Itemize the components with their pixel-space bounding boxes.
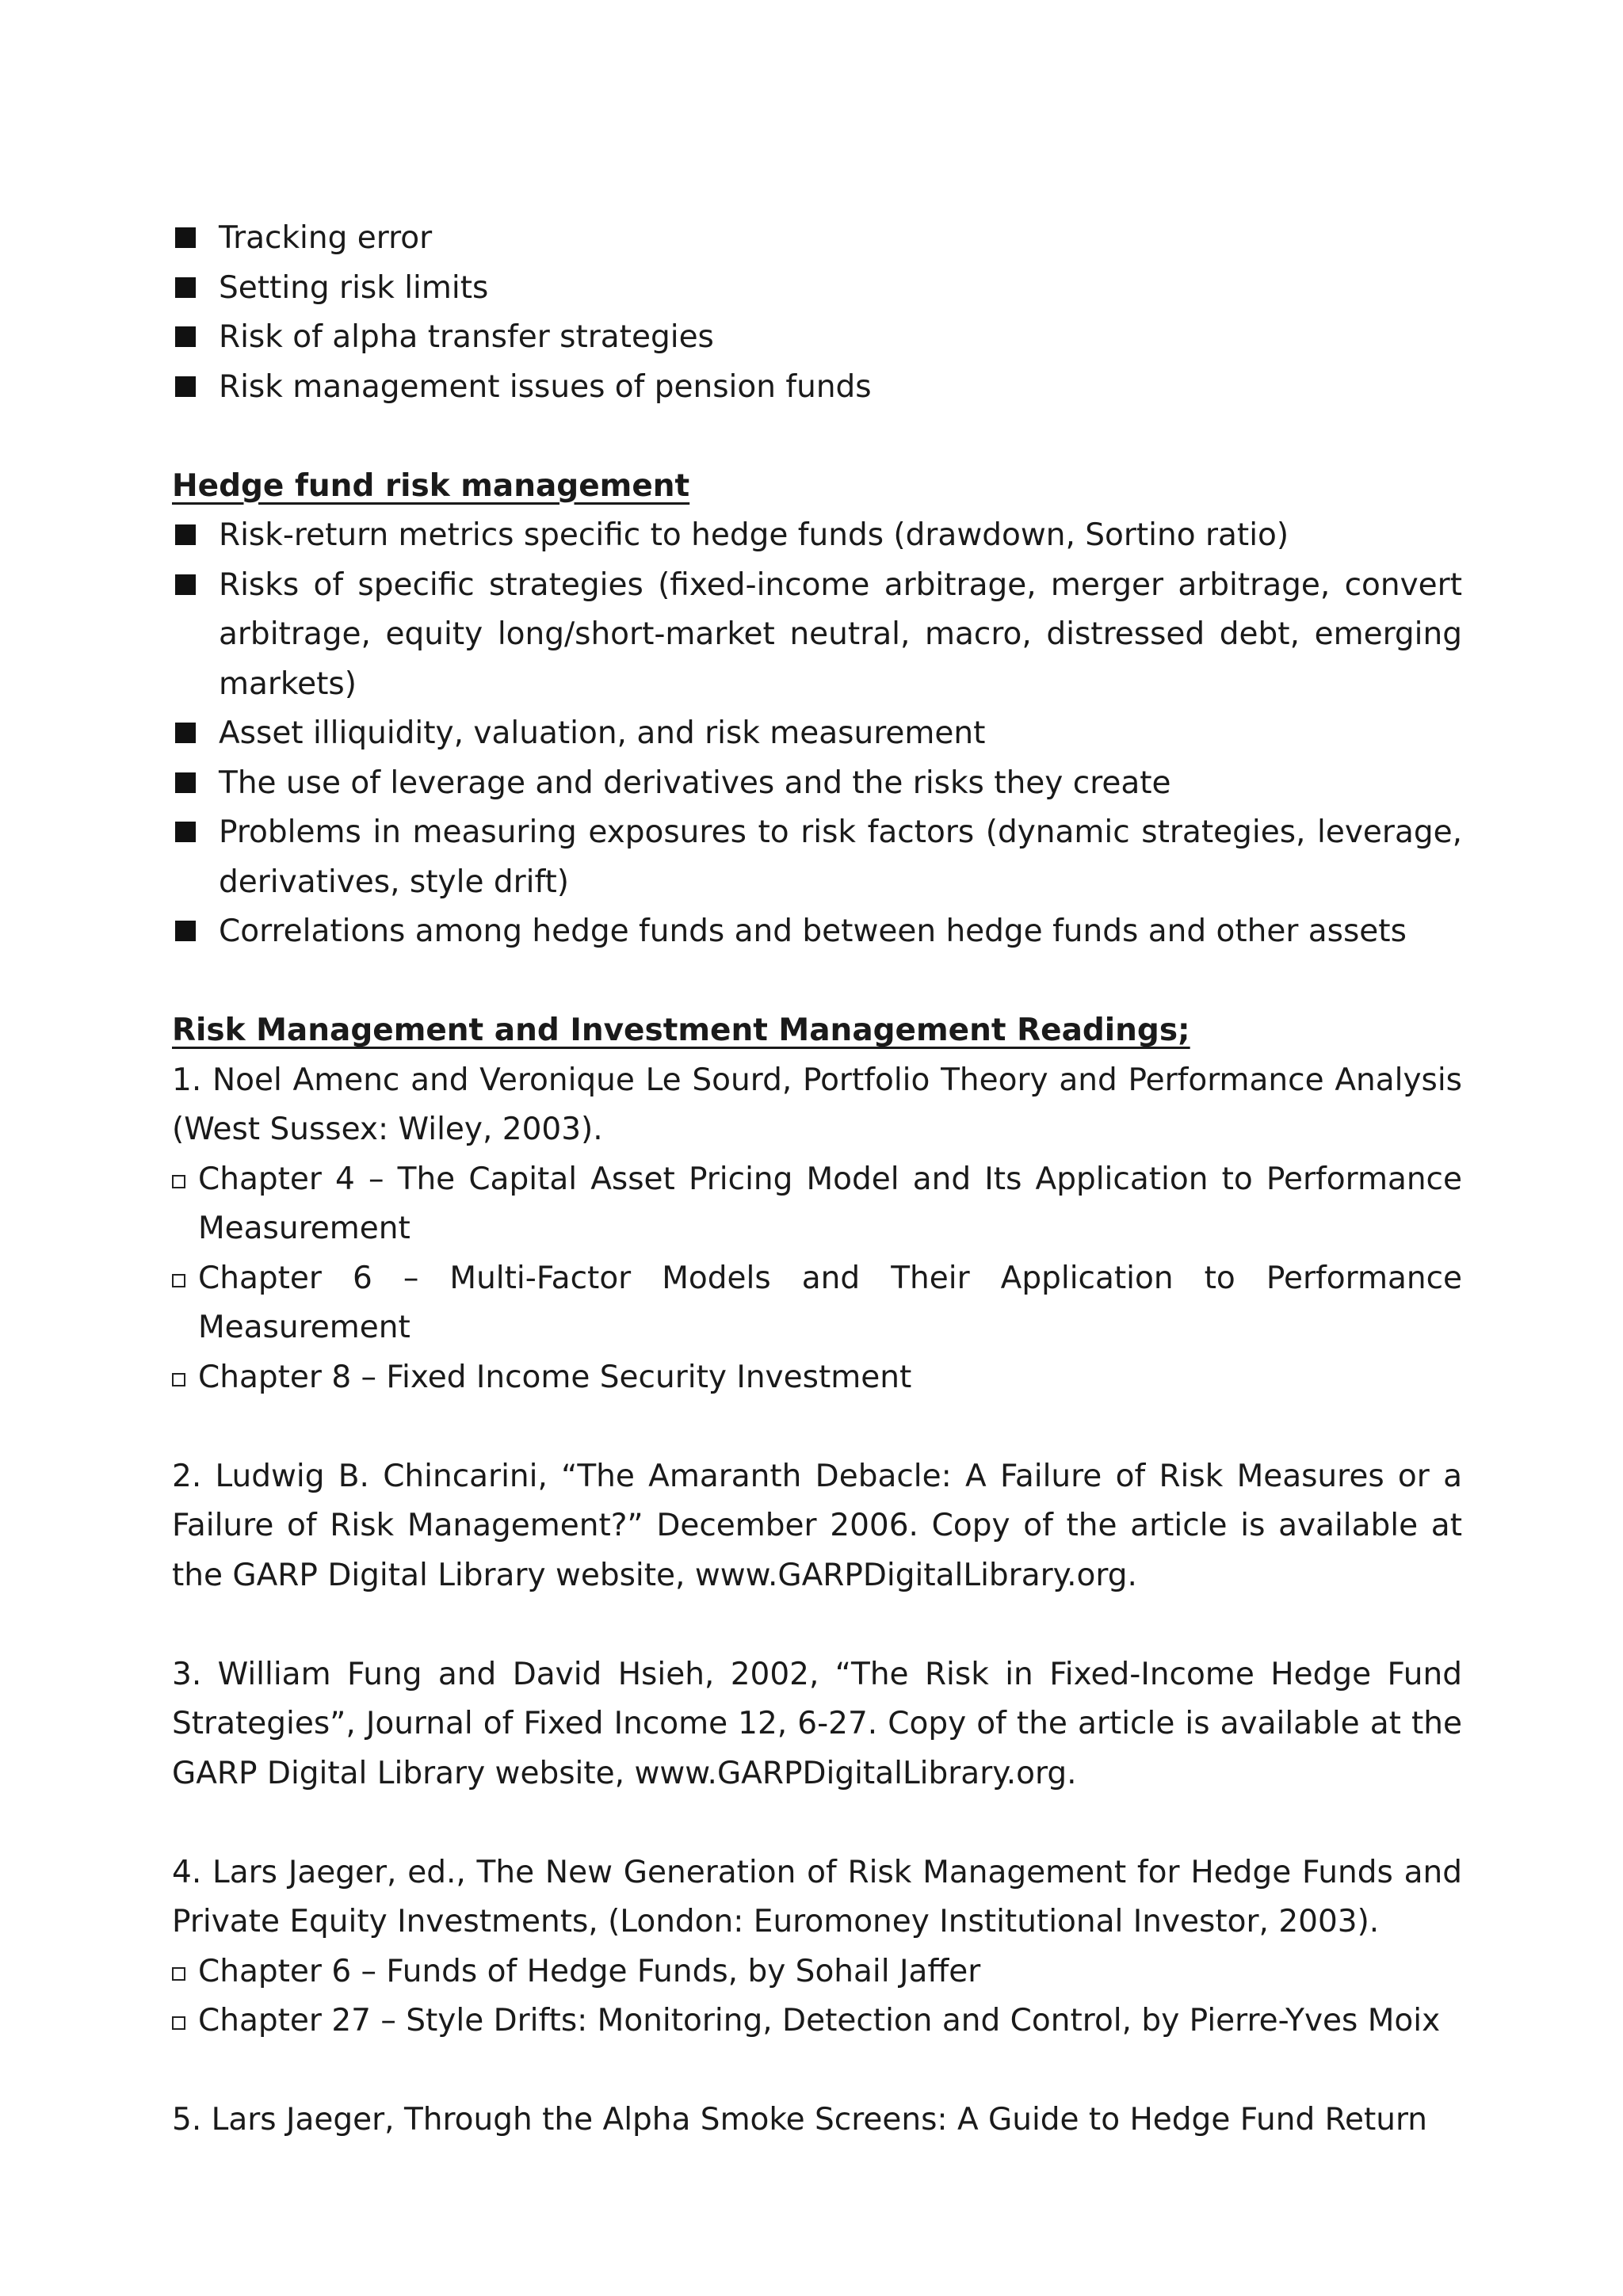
- hedge-bullet-list: [172, 511, 1462, 957]
- spacer: [172, 1600, 1462, 1650]
- square-bullet-icon: [175, 723, 196, 743]
- spacer: [172, 412, 1462, 462]
- intro-bullet-list: [172, 214, 1462, 412]
- reading-2: 2. Ludwig B. Chincarini, “The Amaranth Debacle: A Failure of Risk Measures or a Failure of Risk Management?” December 2006. Copy of the article is available at the GARP Digital Library website, www.GARPDigitalLibrary.org.: [172, 1458, 1462, 1593]
- square-bullet-icon: [175, 326, 196, 347]
- chapter-item: Chapter 6 – Multi-Factor Models and Their Application to Performance Measurement: [172, 1254, 1462, 1353]
- bullet-item: Risks of specific strategies (fixed-income arbitrage, merger arbitrage, convert arbitrage, equity long/short-market neutral, macro, distressed debt, emerging markets): [172, 561, 1462, 710]
- bullet-item: Risk of alpha transfer strategies: [172, 313, 1462, 363]
- hedge-section-heading: Hedge fund risk management: [172, 467, 690, 504]
- hollow-square-bullet-icon: [172, 1175, 185, 1188]
- spacer: [172, 957, 1462, 1007]
- square-bullet-icon: [175, 921, 196, 941]
- bullet-item: Risk management issues of pension funds: [172, 363, 1462, 413]
- hollow-square-bullet-icon: [172, 1967, 185, 1981]
- spacer: [172, 2046, 1462, 2096]
- square-bullet-icon: [175, 772, 196, 793]
- bullet-item: Asset illiquidity, valuation, and risk measurement: [172, 709, 1462, 759]
- square-bullet-icon: [175, 822, 196, 842]
- bullet-item: Risk-return metrics specific to hedge funds (drawdown, Sortino ratio): [172, 511, 1462, 561]
- reading-3: 3. William Fung and David Hsieh, 2002, “The Risk in Fixed-Income Hedge Fund Strategies”, Journal of Fixed Income 12, 6-27. Copy of the article is available at the GARP Digital Library website, www.GARPDigitalLibrary.org.: [172, 1656, 1462, 1791]
- bullet-item: Problems in measuring exposures to risk factors (dynamic strategies, leverage, derivatives, style drift): [172, 808, 1462, 907]
- reading-5: 5. Lars Jaeger, Through the Alpha Smoke Screens: A Guide to Hedge Fund Return: [172, 2102, 1428, 2138]
- reading-1: 1. Noel Amenc and Veronique Le Sourd, Portfolio Theory and Performance Analysis (West Sussex: Wiley, 2003).: [172, 1062, 1462, 1147]
- square-bullet-icon: [175, 227, 196, 248]
- spacer: [172, 1402, 1462, 1452]
- bullet-item: Correlations among hedge funds and between hedge funds and other assets: [172, 907, 1462, 957]
- square-bullet-icon: [175, 277, 196, 298]
- square-bullet-icon: [175, 376, 196, 397]
- chapter-item: Chapter 8 – Fixed Income Security Investment: [172, 1353, 1462, 1403]
- hollow-square-bullet-icon: [172, 1373, 185, 1386]
- square-bullet-icon: [175, 524, 196, 545]
- bullet-item: Tracking error: [172, 214, 1462, 264]
- hollow-square-bullet-icon: [172, 1274, 185, 1287]
- chapter-item: Chapter 27 – Style Drifts: Monitoring, Detection and Control, by Pierre-Yves Moix: [172, 1997, 1462, 2046]
- hollow-square-bullet-icon: [172, 2016, 185, 2030]
- chapter-item: Chapter 4 – The Capital Asset Pricing Model and Its Application to Performance Measurement: [172, 1155, 1462, 1254]
- spacer: [172, 1798, 1462, 1848]
- reading-4: 4. Lars Jaeger, ed., The New Generation of Risk Management for Hedge Funds and Private Equity Investments, (London: Euromoney Institutional Investor, 2003).: [172, 1854, 1462, 1939]
- chapter-item: Chapter 6 – Funds of Hedge Funds, by Sohail Jaffer: [172, 1947, 1462, 1997]
- square-bullet-icon: [175, 574, 196, 595]
- readings-heading: Risk Management and Investment Management Readings;: [172, 1013, 1190, 1048]
- bullet-item: Setting risk limits: [172, 264, 1462, 314]
- document-content: [172, 214, 1462, 2145]
- bullet-item: The use of leverage and derivatives and the risks they create: [172, 759, 1462, 809]
